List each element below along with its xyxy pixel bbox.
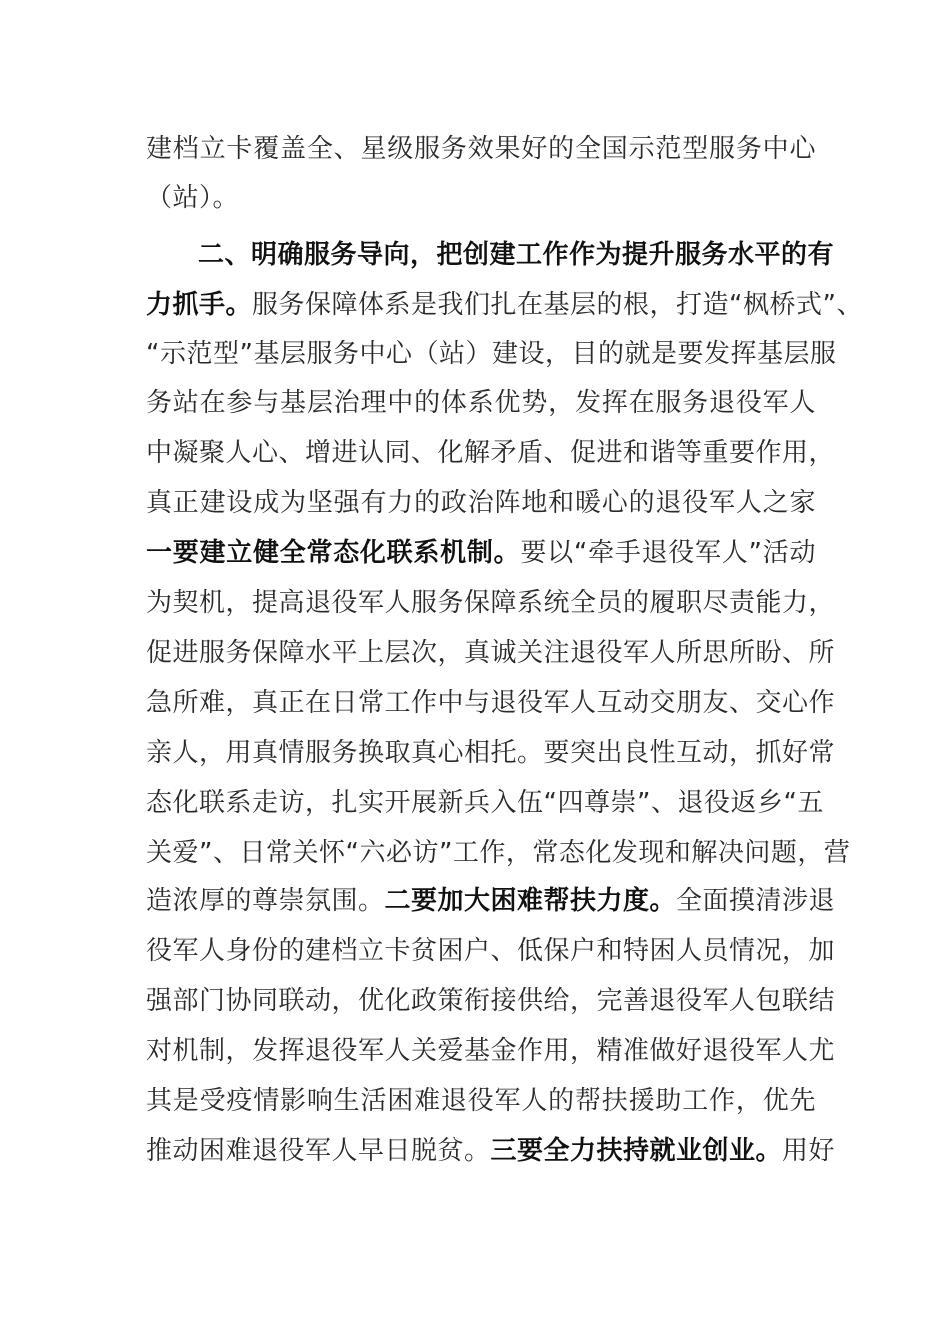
text-line-7 [146,433,836,473]
text-run: 态化联系走访，扎实开展新兵入伍“四尊崇”、退役返乡“五 [146,788,824,818]
text-run: 其是受疫情影响生活困难退役军人的帮扶援助工作，优先 [146,1086,816,1116]
text-run: 中凝聚人心、增进认同、化解矛盾、促进和谐等重要作用， [146,438,836,468]
text-run: “示范型”基层服务中心（站）建设，目的就是要发挥基层服 [146,339,837,369]
text-run: 用好 [782,1136,836,1166]
text-line-12 [146,683,836,723]
text-run: 全面摸清涉退 [676,886,836,916]
text-line-15 [146,833,851,873]
text-line-4 [146,285,863,325]
text-line-1 [146,129,816,169]
text-line-5 [146,334,837,374]
point-heading-1: 一要建立健全常态化联系机制。 [146,538,521,568]
text-line-8 [146,483,816,523]
text-run: 造浓厚的尊崇氛围。 [146,886,385,916]
point-heading-2: 二要加大困难帮扶力度。 [384,886,677,916]
section-heading-line-1 [198,235,835,275]
text-run: 役军人身份的建档立卡贫困户、低保户和特困人员情况，加 [146,936,836,966]
text-line-2 [146,178,816,218]
text-run: 务站在参与基层治理中的体系优势，发挥在服务退役军人 [146,388,816,418]
text-run: 要以“牵手退役军人”活动 [520,538,816,568]
text-line-18 [146,981,836,1021]
text-run: 亲人，用真情服务换取真心相托。要突出良性互动，抓好常 [146,738,836,768]
text-line-19 [146,1031,836,1071]
section-heading: 二、明确服务导向，把创建工作作为提升服务水平的有 [198,240,835,270]
text-run: 服务保障体系是我们扎在基层的根，打造“枫桥式”、 [252,290,863,320]
text-line-14 [146,783,824,823]
text-line-10 [146,583,836,623]
text-run: 为契机，提高退役军人服务保障系统全员的履职尽责能力， [146,588,836,618]
text-run: （站）。 [146,183,240,213]
text-run: 关爱”、日常关怀“六必访”工作，常态化发现和解决问题，营 [146,838,851,868]
point-heading-3: 三要全力扶持就业创业。 [490,1136,783,1166]
text-run: 强部门协同联动，优化政策衔接供给，完善退役军人包联结 [146,986,836,1016]
text-line-20 [146,1081,816,1121]
text-line-9 [146,533,816,573]
text-line-11 [146,633,836,673]
text-line-13 [146,733,836,773]
text-line-6 [146,383,816,423]
text-line-21 [146,1131,836,1171]
text-run: 促进服务保障水平上层次，真诚关注退役军人所思所盼、所 [146,638,836,668]
text-run: 对机制，发挥退役军人关爱基金作用，精准做好退役军人尤 [146,1036,836,1066]
text-run: 急所难，真正在日常工作中与退役军人互动交朋友、交心作 [146,688,836,718]
section-heading-end: 力抓手。 [146,290,253,320]
text-line-17 [146,931,836,971]
text-line-16 [146,881,836,921]
text-run: 真正建设成为坚强有力的政治阵地和暖心的退役军人之家 [146,488,816,518]
text-run: 建档立卡覆盖全、星级服务效果好的全国示范型服务中心 [146,134,816,164]
text-run: 推动困难退役军人早日脱贫。 [146,1136,491,1166]
